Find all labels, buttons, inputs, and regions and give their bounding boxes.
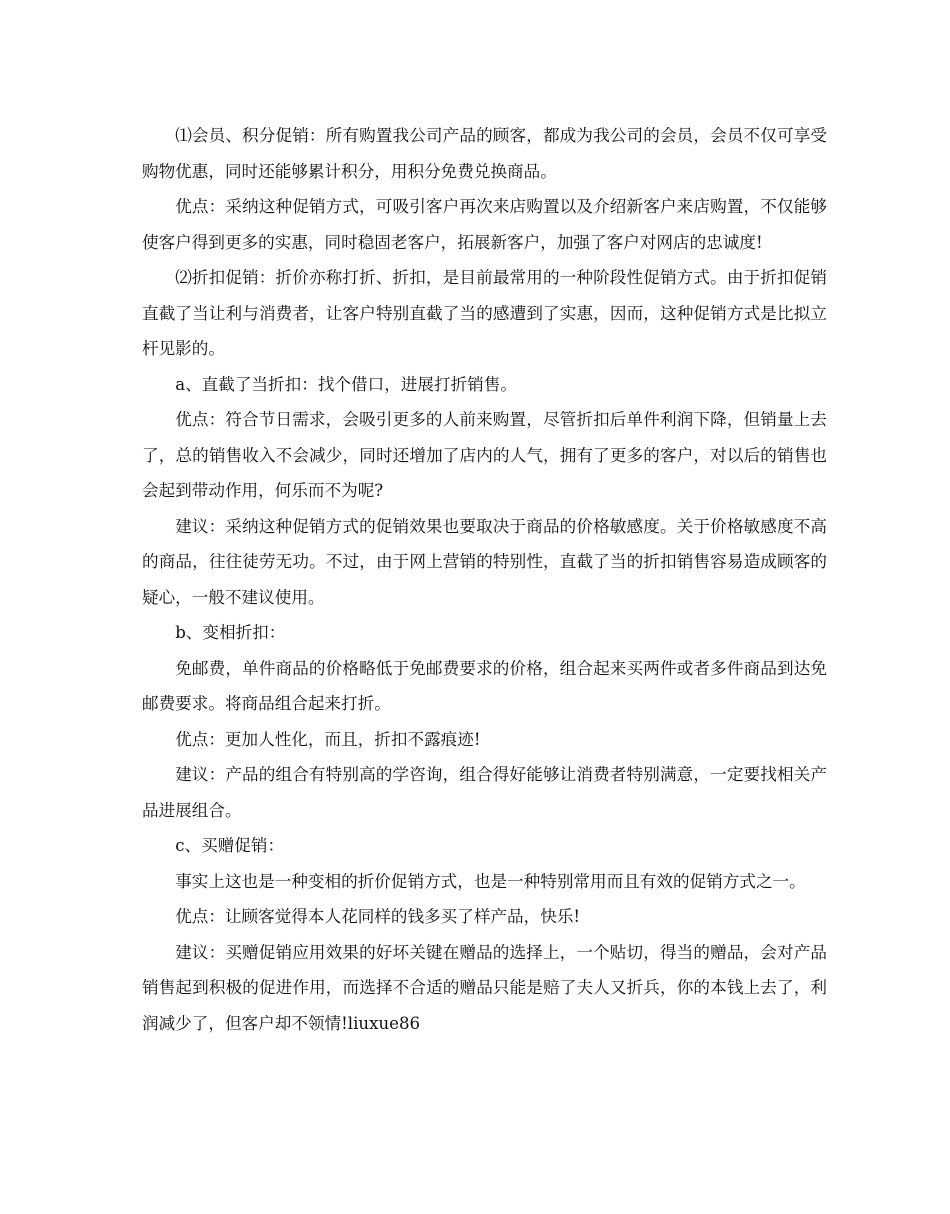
paragraph-disguised-discount-advantages: 优点：更加人性化，而且，折扣不露痕迹!: [175, 729, 481, 749]
paragraph-direct-discount-suggestion: 建议：采纳这种促销方式的促销效果也要取决于商品的价格敏感度。关于价格敏感度不高的商品，往往徒劳无功。不过，由于网上营销的特别性，直截了当的折扣销售容易造成顾客的疑心，一般不建议使用。: [142, 516, 827, 607]
paragraph-membership-advantages: 优点：采纳这种促销方式，可吸引客户再次来店购置以及介绍新客户来店购置，不仅能够使客户得到更多的实惠，同时稳固老客户，拓展新客户，加强了客户对网店的忠诚度!: [142, 197, 827, 252]
paragraph-direct-discount: a、直截了当折扣：找个借口，进展打折销售。: [175, 374, 517, 394]
paragraph-gift-promotion-suggestion: 建议：买赠促销应用效果的好坏关键在赠品的选择上，一个贴切，得当的赠品，会对产品销售起到积极的促进作用，而选择不合适的赠品只能是赔了夫人又折兵，你的本钱上去了，利润减少了，但客户却不领情!liuxue86: [142, 942, 827, 1033]
paragraph-discount-promotion: ⑵折扣促销：折价亦称打折、折扣，是目前最常用的一种阶段性促销方式。由于折扣促销直截了当让利与消费者，让客户特别直截了当的感遭到了实惠，因而，这种促销方式是比拟立杆见影的。: [142, 268, 827, 358]
paragraph-disguised-discount-suggestion: 建议：产品的组合有特别高的学咨询，组合得好能够让消费者特别满意，一定要找相关产品进展组合。: [142, 765, 827, 820]
paragraph-membership-promotion: ⑴会员、积分促销：所有购置我公司产品的顾客，都成为我公司的会员，会员不仅可享受购物优惠，同时还能够累计积分，用积分免费兑换商品。: [142, 126, 827, 181]
document-body: [142, 118, 827, 1041]
paragraph-gift-promotion-description: 事实上这也是一种变相的折价促销方式，也是一种特别常用而且有效的促销方式之一。: [175, 871, 806, 891]
paragraph-direct-discount-advantages: 优点：符合节日需求，会吸引更多的人前来购置，尽管折扣后单件利润下降，但销量上去了，总的销售收入不会减少，同时还增加了店内的人气，拥有了更多的客户，对以后的销售也会起到带动作用，何乐而不为呢?: [142, 410, 827, 500]
paragraph-gift-promotion: c、买赠促销：: [175, 836, 285, 855]
paragraph-disguised-discount: b、变相折扣：: [175, 623, 286, 642]
paragraph-free-shipping: 免邮费，单件商品的价格略低于免邮费要求的价格，组合起来买两件或者多件商品到达免邮费要求。将商品组合起来打折。: [142, 658, 827, 713]
paragraph-gift-promotion-advantages: 优点：让顾客觉得本人花同样的钱多买了样产品，快乐!: [175, 907, 581, 926]
